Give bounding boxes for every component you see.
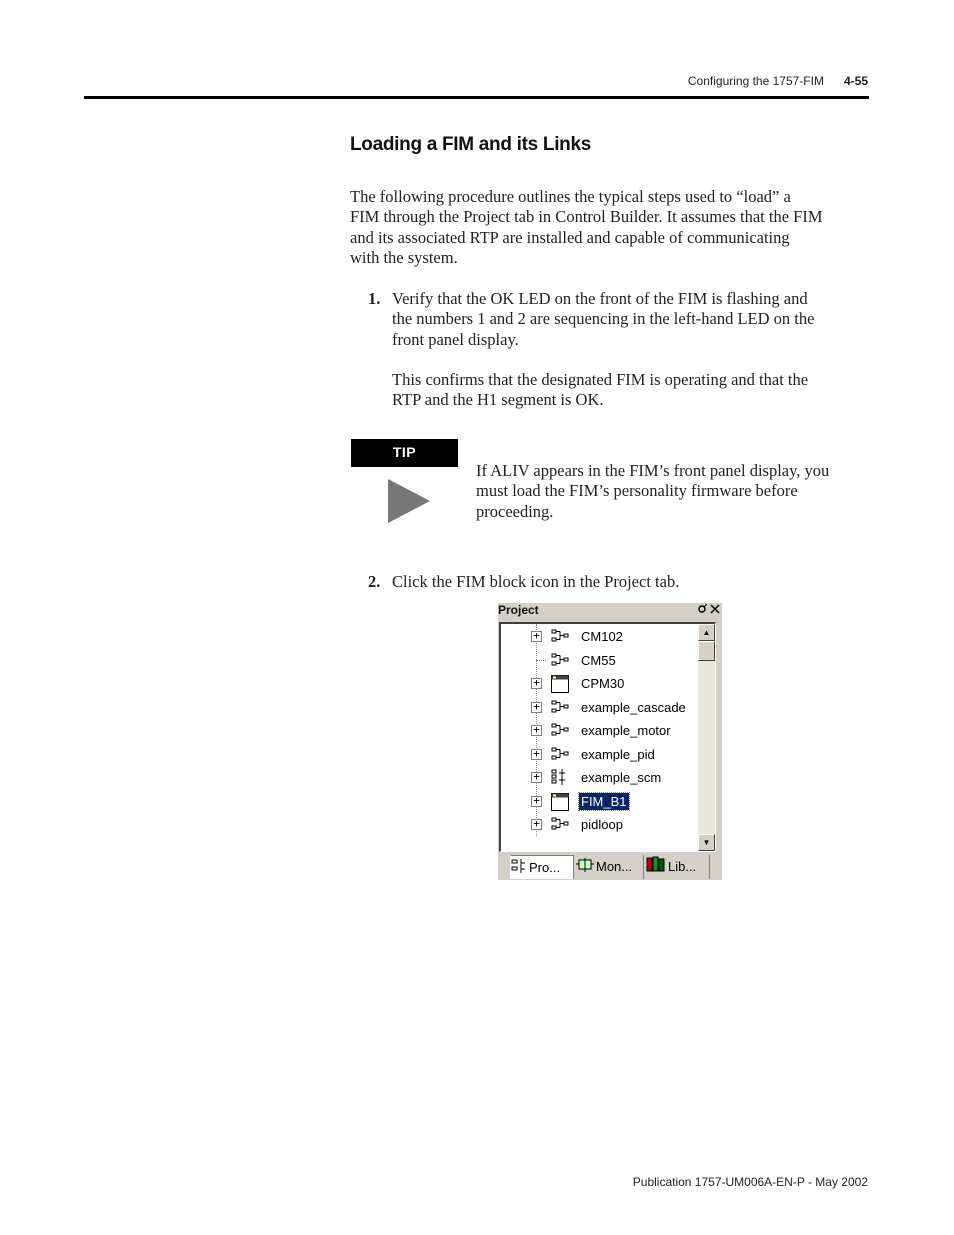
tree-item[interactable]: [501, 720, 696, 742]
header-rule: [84, 96, 869, 99]
control-module-icon: [551, 722, 569, 740]
window-block-icon: [551, 675, 569, 693]
tree-item-label[interactable]: CM102: [581, 629, 623, 644]
scroll-up-icon[interactable]: ▲: [698, 624, 715, 641]
expand-icon[interactable]: +: [531, 702, 542, 713]
tree-item-label[interactable]: CPM30: [581, 676, 625, 691]
project-tree[interactable]: [499, 622, 716, 852]
tree-item[interactable]: [501, 650, 696, 672]
expand-icon[interactable]: +: [531, 749, 542, 760]
project-tab-icon: [511, 857, 527, 881]
panel-title: Project: [498, 603, 539, 617]
tree-item-label[interactable]: CM55: [581, 652, 616, 668]
expand-icon[interactable]: +: [531, 678, 542, 689]
window-block-icon: [551, 793, 569, 811]
step-number: 2.: [368, 572, 381, 591]
step-note-line: RTP and the H1 segment is OK.: [392, 390, 604, 410]
sequential-module-icon: [551, 769, 569, 787]
expand-icon[interactable]: +: [531, 631, 542, 642]
panel-titlebar: [498, 603, 722, 619]
control-module-icon: [551, 746, 569, 764]
monitoring-tab-icon: [576, 856, 594, 880]
step-number: 1.: [368, 289, 381, 308]
step-line: Click the FIM block icon in the Project tab.: [392, 572, 680, 591]
tab-label: Mon...: [596, 859, 633, 874]
tip-line: proceeding.: [476, 501, 554, 521]
tree-item-label[interactable]: FIM_B1: [581, 793, 627, 809]
tab-label: Pro...: [529, 860, 561, 875]
step-note-text: [392, 370, 870, 411]
tree-item-label[interactable]: pidloop: [581, 817, 623, 832]
tab-label: Lib...: [668, 859, 697, 874]
publication-footer: Publication 1757-UM006A-EN-P - May 2002: [632, 1175, 868, 1189]
expand-icon[interactable]: +: [531, 796, 542, 807]
scroll-thumb[interactable]: [698, 641, 715, 661]
scroll-down-icon[interactable]: ▼: [698, 834, 715, 851]
tree-item-label[interactable]: example_motor: [581, 723, 671, 738]
intro-line: FIM through the Project tab in Control Builder. It assumes that the FIM: [350, 207, 823, 227]
control-module-icon: [551, 816, 569, 834]
tip-arrow-icon: [388, 479, 430, 523]
tab-library[interactable]: [646, 855, 710, 879]
step-line: front panel display.: [392, 329, 519, 349]
vertical-scrollbar[interactable]: [698, 624, 715, 851]
tree-item[interactable]: [501, 744, 696, 766]
tip-line: must load the FIM’s personality firmware before: [476, 481, 798, 501]
running-title: Configuring the 1757-FIM: [687, 74, 824, 88]
control-module-icon: [551, 628, 569, 646]
tree-item[interactable]: [501, 626, 696, 648]
step-text: [392, 572, 870, 592]
intro-line: and its associated RTP are installed and capable of communicating: [350, 227, 790, 247]
expand-icon[interactable]: +: [531, 772, 542, 783]
expand-icon[interactable]: +: [531, 725, 542, 736]
tip-label: TIP: [351, 439, 458, 467]
intro-paragraph: [350, 187, 870, 269]
panel-tabs: [498, 855, 722, 880]
project-panel-screenshot: [498, 603, 722, 880]
tree-item[interactable]: [501, 697, 696, 719]
page-number: 4-55: [843, 74, 868, 88]
tree-item[interactable]: [501, 791, 696, 813]
close-icon[interactable]: [710, 604, 720, 615]
running-header: [600, 74, 868, 88]
tree-item[interactable]: [501, 814, 696, 836]
tree-item-label[interactable]: example_cascade: [581, 699, 686, 715]
tip-line: If ALIV appears in the FIM’s front panel display, you: [476, 461, 830, 480]
tree-connector: [536, 660, 546, 661]
step-note-line: This confirms that the designated FIM is operating and that the: [392, 370, 809, 389]
tab-project[interactable]: [510, 855, 574, 879]
pin-icon[interactable]: [697, 604, 707, 615]
expand-icon[interactable]: +: [531, 819, 542, 830]
intro-line: The following procedure outlines the typical steps used to “load” a: [350, 187, 791, 206]
tree-item[interactable]: [501, 767, 696, 789]
section-title: Loading a FIM and its Links: [350, 134, 592, 155]
tree-item-label[interactable]: example_scm: [581, 770, 662, 785]
step-text: [392, 289, 870, 350]
control-module-icon: [551, 652, 569, 670]
tree-item-label[interactable]: example_pid: [581, 746, 655, 762]
step-line: the numbers 1 and 2 are sequencing in the left-hand LED on the: [392, 309, 815, 329]
control-module-icon: [551, 699, 569, 717]
step-line: Verify that the OK LED on the front of the FIM is flashing and: [392, 289, 808, 308]
tree-item[interactable]: [501, 673, 696, 695]
intro-line: with the system.: [350, 248, 458, 268]
library-tab-icon: [646, 856, 666, 880]
tip-text: [476, 461, 871, 522]
tab-monitoring[interactable]: [576, 855, 644, 879]
